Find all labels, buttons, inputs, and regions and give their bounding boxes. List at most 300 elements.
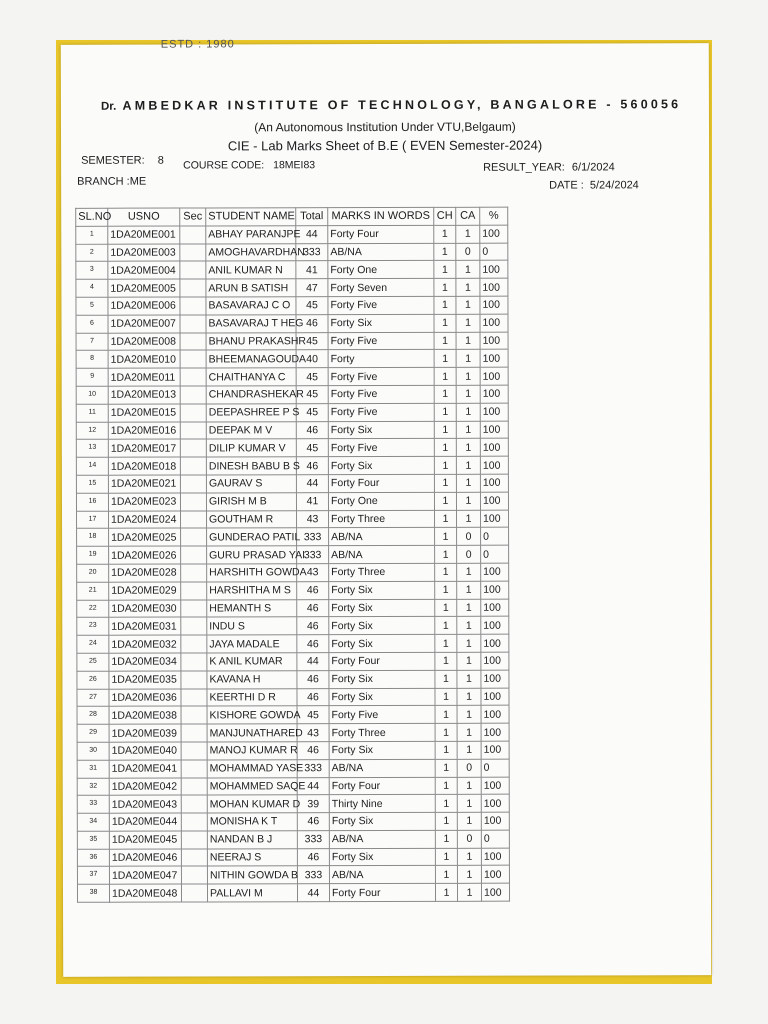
total-cell: 39 xyxy=(297,795,329,813)
percent-cell: 100 xyxy=(481,563,509,581)
course-code-field xyxy=(183,159,315,171)
percent-cell: 100 xyxy=(480,296,508,314)
table-row xyxy=(77,705,509,724)
student-name-cell: GUNDERAO PATIL xyxy=(207,528,297,546)
student-name-cell: GOUTHAM R xyxy=(207,510,297,528)
total-cell: 333 xyxy=(297,528,329,546)
total-cell: 44 xyxy=(297,777,329,795)
institute-subtitle: (An Autonomous Institution Under VTU,Belgaum) xyxy=(254,119,516,135)
branch-label: BRANCH : xyxy=(77,175,130,188)
ca-cell: 1 xyxy=(457,706,481,724)
ch-cell: 1 xyxy=(435,830,457,848)
table-row xyxy=(76,261,508,280)
ch-cell: 1 xyxy=(435,866,457,884)
usno-cell: 1DA20ME045 xyxy=(109,831,181,849)
student-name-cell: ABHAY PARANJPE xyxy=(206,226,296,244)
student-name-cell: JAYA MADALE xyxy=(207,635,297,653)
total-cell: 333 xyxy=(297,546,329,564)
ca-cell: 1 xyxy=(456,225,480,243)
usno-cell: 1DA20ME035 xyxy=(109,671,181,689)
table-row xyxy=(76,332,508,351)
usno-cell: 1DA20ME021 xyxy=(108,475,180,493)
sec-cell xyxy=(180,350,206,368)
sl-no-cell: 38 xyxy=(77,885,109,903)
total-cell: 45 xyxy=(296,332,328,350)
ch-cell: 1 xyxy=(434,261,456,279)
percent-cell: 100 xyxy=(480,278,508,296)
usno-cell: 1DA20ME016 xyxy=(108,422,180,440)
result-year-label: RESULT_YEAR: xyxy=(483,161,565,174)
sl-no-cell: 1 xyxy=(76,226,108,244)
sl-no-cell: 15 xyxy=(76,475,108,493)
total-cell: 46 xyxy=(296,421,328,439)
sec-cell xyxy=(180,244,206,262)
total-cell: 45 xyxy=(296,297,328,315)
table-row xyxy=(77,777,509,796)
usno-cell: 1DA20ME040 xyxy=(109,742,181,760)
col-ca: CA xyxy=(456,207,480,225)
usno-cell: 1DA20ME008 xyxy=(108,333,180,351)
marks-words-cell: Forty Six xyxy=(329,581,435,599)
ca-cell: 1 xyxy=(457,741,481,759)
ca-cell: 1 xyxy=(456,278,480,296)
percent-cell: 100 xyxy=(481,741,509,759)
table-row xyxy=(77,670,509,689)
student-name-cell: KEERTHI D R xyxy=(207,688,297,706)
student-name-cell: DEEPASHREE P S xyxy=(206,404,296,422)
sl-no-cell: 13 xyxy=(76,440,108,458)
usno-cell: 1DA20ME026 xyxy=(109,546,181,564)
sec-cell xyxy=(180,297,206,315)
sec-cell xyxy=(181,777,207,795)
ca-cell: 1 xyxy=(456,385,480,403)
table-header-row xyxy=(76,207,508,226)
ch-cell: 1 xyxy=(434,279,456,297)
marks-words-cell: Forty Three xyxy=(329,510,435,528)
usno-cell: 1DA20ME003 xyxy=(108,244,180,262)
student-name-cell: ARUN B SATISH xyxy=(206,279,296,297)
marks-words-cell: Forty Six xyxy=(328,457,434,475)
marks-words-cell: Forty Four xyxy=(328,225,434,243)
usno-cell: 1DA20ME001 xyxy=(108,226,180,244)
ch-cell: 1 xyxy=(435,706,457,724)
sl-no-cell: 6 xyxy=(76,315,108,333)
percent-cell: 100 xyxy=(480,350,508,368)
ch-cell: 1 xyxy=(434,474,456,492)
percent-cell: 100 xyxy=(481,652,509,670)
sl-no-cell: 20 xyxy=(77,564,109,582)
total-cell: 44 xyxy=(296,475,328,493)
table-row xyxy=(77,759,509,778)
marks-words-cell: Forty Five xyxy=(328,403,434,421)
marks-words-cell: Forty Six xyxy=(329,670,435,688)
ca-cell: 0 xyxy=(457,528,481,546)
marks-words-cell: Forty Four xyxy=(329,777,435,795)
total-cell: 46 xyxy=(297,688,329,706)
marks-words-cell: Forty Five xyxy=(329,706,435,724)
ca-cell: 1 xyxy=(456,421,480,439)
marks-words-cell: Forty Six xyxy=(329,617,435,635)
marks-sheet-page xyxy=(61,38,711,977)
table-row xyxy=(77,723,509,742)
semester-field xyxy=(81,155,164,167)
total-cell: 46 xyxy=(297,599,329,617)
student-name-cell: MOHAMMED SAQE xyxy=(207,777,297,795)
percent-cell: 100 xyxy=(480,403,508,421)
sec-cell xyxy=(180,457,206,475)
sec-cell xyxy=(181,653,207,671)
percent-cell: 100 xyxy=(480,439,508,457)
ca-cell: 1 xyxy=(456,492,480,510)
marks-words-cell: Forty Five xyxy=(328,296,434,314)
table-row xyxy=(77,830,509,849)
percent-cell: 100 xyxy=(481,581,509,599)
sec-cell xyxy=(181,617,207,635)
table-row xyxy=(76,296,508,315)
sl-no-cell: 29 xyxy=(77,724,109,742)
marks-words-cell: Forty Six xyxy=(329,741,435,759)
ch-cell: 1 xyxy=(434,421,456,439)
percent-cell: 100 xyxy=(481,883,509,901)
sl-no-cell: 26 xyxy=(77,671,109,689)
sec-cell xyxy=(180,261,206,279)
percent-cell: 0 xyxy=(481,545,509,563)
percent-cell: 100 xyxy=(481,617,509,635)
ca-cell: 1 xyxy=(457,670,481,688)
ca-cell: 0 xyxy=(457,545,481,563)
student-name-cell: GIRISH M B xyxy=(206,492,296,510)
sl-no-cell: 22 xyxy=(77,600,109,618)
marks-words-cell: Forty Four xyxy=(328,474,434,492)
marks-table xyxy=(75,207,510,903)
percent-cell: 100 xyxy=(480,314,508,332)
sec-cell xyxy=(180,279,206,297)
usno-cell: 1DA20ME023 xyxy=(108,493,180,511)
sl-no-cell: 4 xyxy=(76,279,108,297)
student-name-cell: NITHIN GOWDA B xyxy=(207,866,297,884)
sec-cell xyxy=(181,528,207,546)
marks-words-cell: Forty Three xyxy=(329,723,435,741)
ca-cell: 1 xyxy=(457,617,481,635)
usno-cell: 1DA20ME042 xyxy=(109,778,181,796)
sl-no-cell: 14 xyxy=(76,457,108,475)
percent-cell: 100 xyxy=(481,634,509,652)
usno-cell: 1DA20ME005 xyxy=(108,279,180,297)
table-row xyxy=(77,812,509,831)
student-name-cell: MANJUNATHARED xyxy=(207,724,297,742)
student-name-cell: DEEPAK M V xyxy=(206,421,296,439)
marks-words-cell: Forty Four xyxy=(329,884,435,902)
total-cell: 45 xyxy=(296,403,328,421)
sec-cell xyxy=(180,226,206,244)
table-row xyxy=(76,474,508,493)
sl-no-cell: 36 xyxy=(77,849,109,867)
table-row xyxy=(77,617,509,636)
sec-cell xyxy=(180,333,206,351)
table-row xyxy=(77,528,509,547)
ch-cell: 1 xyxy=(434,314,456,332)
marks-words-cell: Forty Six xyxy=(329,634,435,652)
percent-cell: 0 xyxy=(481,830,509,848)
sl-no-cell: 10 xyxy=(76,386,108,404)
percent-cell: 100 xyxy=(480,421,508,439)
percent-cell: 100 xyxy=(480,510,508,528)
ca-cell: 1 xyxy=(456,296,480,314)
percent-cell: 0 xyxy=(481,528,509,546)
ch-cell: 1 xyxy=(435,545,457,563)
sl-no-cell: 3 xyxy=(76,262,108,280)
ch-cell: 1 xyxy=(434,456,456,474)
course-code-label: COURSE CODE: xyxy=(183,159,265,172)
usno-cell: 1DA20ME041 xyxy=(109,760,181,778)
ca-cell: 1 xyxy=(457,563,481,581)
total-cell: 46 xyxy=(296,314,328,332)
sec-cell xyxy=(180,368,206,386)
percent-cell: 100 xyxy=(480,456,508,474)
sec-cell xyxy=(181,831,207,849)
ca-cell: 0 xyxy=(456,243,480,261)
percent-cell: 0 xyxy=(480,243,508,261)
usno-cell: 1DA20ME018 xyxy=(108,457,180,475)
sec-cell xyxy=(180,439,206,457)
marks-words-cell: Forty Six xyxy=(328,421,434,439)
percent-cell: 100 xyxy=(480,474,508,492)
ca-cell: 1 xyxy=(456,439,480,457)
institute-dr: Dr. xyxy=(100,100,117,113)
ch-cell: 1 xyxy=(434,385,456,403)
percent-cell: 100 xyxy=(480,332,508,350)
institute-name: AMBEDKAR INSTITUTE OF TECHNOLOGY, BANGALORE - 560056 xyxy=(122,97,682,113)
marks-words-cell: Forty Seven xyxy=(328,279,434,297)
table-row xyxy=(77,545,509,564)
total-cell: 43 xyxy=(297,564,329,582)
total-cell: 46 xyxy=(297,670,329,688)
sec-cell xyxy=(181,866,207,884)
sl-no-cell: 37 xyxy=(77,867,109,885)
student-name-cell: HEMANTH S xyxy=(207,599,297,617)
total-cell: 333 xyxy=(297,866,329,884)
ca-cell: 0 xyxy=(457,759,481,777)
total-cell: 46 xyxy=(297,848,329,866)
percent-cell: 100 xyxy=(481,670,509,688)
col-usno: USNO xyxy=(108,208,180,226)
sec-cell xyxy=(181,635,207,653)
student-name-cell: INDU S xyxy=(207,617,297,635)
sl-no-cell: 16 xyxy=(76,493,108,511)
marks-words-cell: Forty Three xyxy=(329,563,435,581)
ch-cell: 1 xyxy=(434,439,456,457)
ca-cell: 1 xyxy=(456,261,480,279)
usno-cell: 1DA20ME047 xyxy=(109,867,181,885)
marks-words-cell: AB/NA xyxy=(328,243,434,261)
usno-cell: 1DA20ME004 xyxy=(108,261,180,279)
ca-cell: 1 xyxy=(457,848,481,866)
sl-no-cell: 32 xyxy=(77,778,109,796)
student-name-cell: MOHAN KUMAR D xyxy=(207,795,297,813)
sec-cell xyxy=(181,582,207,600)
sec-cell xyxy=(181,688,207,706)
usno-cell: 1DA20ME028 xyxy=(109,564,181,582)
student-name-cell: NEERAJ S xyxy=(207,848,297,866)
marks-words-cell: Forty Five xyxy=(328,368,434,386)
ca-cell: 1 xyxy=(457,866,481,884)
branch-field xyxy=(77,176,146,188)
ch-cell: 1 xyxy=(435,528,457,546)
sl-no-cell: 31 xyxy=(77,760,109,778)
student-name-cell: BHEEMANAGOUDA xyxy=(206,350,296,368)
sec-cell xyxy=(180,386,206,404)
student-name-cell: CHANDRASHEKAR xyxy=(206,386,296,404)
percent-cell: 100 xyxy=(481,777,509,795)
sl-no-cell: 7 xyxy=(76,333,108,351)
usno-cell: 1DA20ME048 xyxy=(109,884,181,902)
total-cell: 44 xyxy=(297,884,329,902)
marks-words-cell: Forty Six xyxy=(329,848,435,866)
sec-cell xyxy=(180,404,206,422)
marks-table-body xyxy=(76,225,510,902)
marks-words-cell: Forty One xyxy=(328,261,434,279)
marks-words-cell: Forty Five xyxy=(328,385,434,403)
sl-no-cell: 12 xyxy=(76,422,108,440)
sl-no-cell: 21 xyxy=(77,582,109,600)
table-row xyxy=(77,599,509,618)
usno-cell: 1DA20ME032 xyxy=(109,635,181,653)
total-cell: 46 xyxy=(296,457,328,475)
percent-cell: 100 xyxy=(481,705,509,723)
sl-no-cell: 27 xyxy=(77,689,109,707)
ch-cell: 1 xyxy=(435,581,457,599)
ca-cell: 1 xyxy=(457,812,481,830)
student-name-cell: DILIP KUMAR V xyxy=(206,439,296,457)
ch-cell: 1 xyxy=(434,332,456,350)
course-code-value: 18MEI83 xyxy=(273,159,316,172)
sec-cell xyxy=(180,475,206,493)
ch-cell: 1 xyxy=(435,848,457,866)
ch-cell: 1 xyxy=(435,688,457,706)
marks-words-cell: AB/NA xyxy=(329,866,435,884)
table-row xyxy=(76,456,508,475)
sec-cell xyxy=(181,724,207,742)
table-row xyxy=(77,581,509,600)
total-cell: 46 xyxy=(297,617,329,635)
total-cell: 40 xyxy=(296,350,328,368)
sec-cell xyxy=(181,511,207,529)
table-row xyxy=(77,848,509,867)
marks-words-cell: Forty Four xyxy=(329,652,435,670)
col-student-name: STUDENT NAME xyxy=(206,208,296,226)
sl-no-cell: 11 xyxy=(76,404,108,422)
usno-cell: 1DA20ME029 xyxy=(109,582,181,600)
sec-cell xyxy=(181,564,207,582)
col-percent: % xyxy=(480,207,508,225)
usno-cell: 1DA20ME006 xyxy=(108,297,180,315)
result-year-value: 6/1/2024 xyxy=(571,161,615,174)
ca-cell: 1 xyxy=(456,403,480,421)
percent-cell: 100 xyxy=(481,723,509,741)
total-cell: 45 xyxy=(296,386,328,404)
sec-cell xyxy=(180,422,206,440)
marks-words-cell: AB/NA xyxy=(329,830,435,848)
usno-cell: 1DA20ME025 xyxy=(109,528,181,546)
table-row xyxy=(77,741,509,760)
student-name-cell: MONISHA K T xyxy=(207,813,297,831)
sl-no-cell: 25 xyxy=(77,653,109,671)
ca-cell: 1 xyxy=(457,795,481,813)
sec-cell xyxy=(181,546,207,564)
table-row xyxy=(77,652,509,671)
marks-words-cell: Forty Six xyxy=(329,599,435,617)
col-sl-no: SL.NO xyxy=(76,208,108,226)
ch-cell: 1 xyxy=(435,759,457,777)
usno-cell: 1DA20ME044 xyxy=(109,813,181,831)
ca-cell: 1 xyxy=(456,474,480,492)
table-row xyxy=(76,278,508,297)
ca-cell: 0 xyxy=(457,830,481,848)
sl-no-cell: 24 xyxy=(77,635,109,653)
total-cell: 41 xyxy=(296,492,328,510)
marks-words-cell: Forty Five xyxy=(328,332,434,350)
student-name-cell: HARSHITHA M S xyxy=(207,581,297,599)
ca-cell: 1 xyxy=(457,884,481,902)
percent-cell: 100 xyxy=(481,599,509,617)
sl-no-cell: 30 xyxy=(77,742,109,760)
date-label: DATE : xyxy=(549,179,584,192)
ca-cell: 1 xyxy=(456,510,480,528)
ch-cell: 1 xyxy=(435,884,457,902)
sl-no-cell: 18 xyxy=(77,529,109,547)
usno-cell: 1DA20ME007 xyxy=(108,315,180,333)
student-name-cell: MOHAMMAD YASE xyxy=(207,759,297,777)
student-name-cell: DINESH BABU B S xyxy=(206,457,296,475)
estd-text: ESTD : 1980 xyxy=(160,38,235,51)
sl-no-cell: 34 xyxy=(77,813,109,831)
table-row xyxy=(77,866,509,885)
usno-cell: 1DA20ME043 xyxy=(109,795,181,813)
marks-words-cell: Forty Six xyxy=(329,688,435,706)
ch-cell: 1 xyxy=(435,723,457,741)
table-row xyxy=(76,492,508,511)
sec-cell xyxy=(181,884,207,902)
percent-cell: 100 xyxy=(480,367,508,385)
table-row xyxy=(76,439,508,458)
sl-no-cell: 9 xyxy=(76,368,108,386)
sec-cell xyxy=(181,849,207,867)
student-name-cell: HARSHITH GOWDA xyxy=(207,564,297,582)
percent-cell: 100 xyxy=(481,794,509,812)
table-row xyxy=(77,688,509,707)
student-name-cell: KAVANA H xyxy=(207,670,297,688)
ca-cell: 1 xyxy=(457,723,481,741)
sec-cell xyxy=(180,315,206,333)
total-cell: 46 xyxy=(297,581,329,599)
sl-no-cell: 33 xyxy=(77,796,109,814)
usno-cell: 1DA20ME010 xyxy=(108,350,180,368)
table-row xyxy=(76,403,508,422)
total-cell: 47 xyxy=(296,279,328,297)
ch-cell: 1 xyxy=(435,777,457,795)
percent-cell: 100 xyxy=(480,492,508,510)
marks-words-cell: Forty Six xyxy=(328,314,434,332)
semester-label: SEMESTER: xyxy=(81,154,145,167)
marks-words-cell: Forty xyxy=(328,350,434,368)
total-cell: 46 xyxy=(297,742,329,760)
ch-cell: 1 xyxy=(435,599,457,617)
ch-cell: 1 xyxy=(435,563,457,581)
student-name-cell: BHANU PRAKASHR xyxy=(206,332,296,350)
percent-cell: 100 xyxy=(481,866,509,884)
table-row xyxy=(76,367,508,386)
ca-cell: 1 xyxy=(456,456,480,474)
